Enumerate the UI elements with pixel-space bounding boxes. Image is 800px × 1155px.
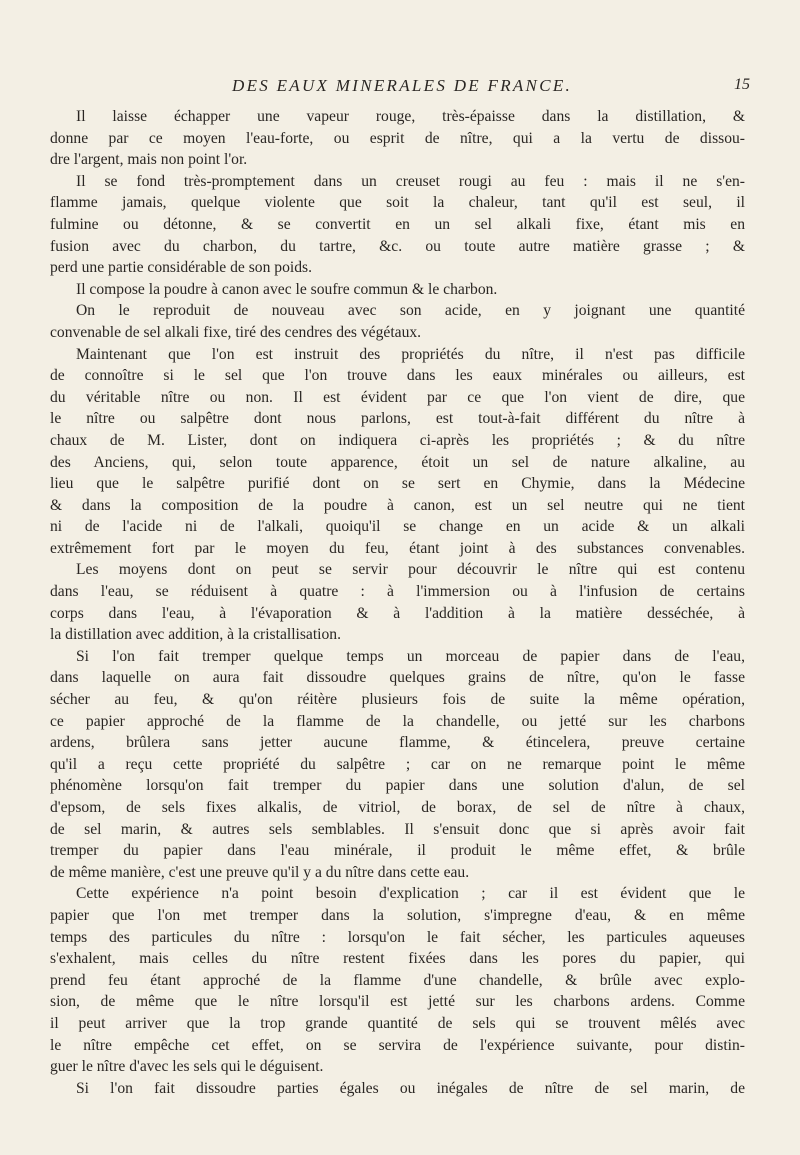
text-line: dre l'argent, mais non point l'or. [50, 151, 248, 169]
text-line: Il compose la poudre à canon avec le soufre commun & le charbon. [76, 280, 498, 298]
text-line: de sel marin, & autres sels semblables. Il s'ensuit donc que si après avoir fait [50, 820, 745, 838]
text-line: On le reproduit de nouveau avec son acide, en y joignant une quantité [76, 302, 745, 320]
text-line: qu'il a reçu cette propriété du salpêtre ; car on ne remarque point le même [50, 755, 745, 773]
text-line: il peut arriver que la trop grande quantité de sels qui se trouvent mêlés avec [50, 1014, 745, 1032]
text-line: papier que l'on met tremper dans la solution, s'impregne d'eau, & en même [50, 906, 745, 924]
text-line: Il laisse échapper une vapeur rouge, très-épaisse dans la distillation, & [76, 108, 745, 125]
text-line: dans laquelle on aura fait dissoudre quelques grains de nître, qu'on le fasse [50, 669, 745, 687]
text-line: ce papier approché de la flamme de la chandelle, ou jetté sur les charbons [50, 712, 745, 730]
text-line: donne par ce moyen l'eau-forte, ou esprit de nître, qui a la vertu de dissou- [50, 129, 745, 147]
text-line: le nître ou salpêtre dont nous parlons, est tout-à-fait différent du nître à [50, 410, 745, 428]
body-text [50, 106, 745, 1099]
text-line: sion, de même que le nître lorsqu'il est jetté sur les charbons ardens. Comme [50, 993, 745, 1011]
text-line: & dans la composition de la poudre à canon, est un sel neutre qui ne tient [50, 496, 745, 514]
text-line: extrêmement fort par le moyen du feu, étant joint à des substances convenables. [50, 539, 745, 557]
text-line: prend feu étant approché de la flamme d'une chandelle, & brûle avec explo- [50, 971, 745, 989]
text-line: perd une partie considérable de son poids. [50, 259, 312, 277]
text-line: tremper du papier dans l'eau minérale, il produit le même effet, & brûle [50, 842, 745, 860]
text-line: de connoître si le sel que l'on trouve dans les eaux minérales ou ailleurs, est [50, 367, 745, 385]
page-number: 15 [734, 76, 750, 93]
text-line: fulmine ou détonne, & se convertit en un sel alkali fixe, étant mis en [50, 215, 745, 233]
text-line: s'exhalent, mais celles du nître restent fixées dans les pores du papier, qui [50, 950, 745, 968]
text-line: Si l'on fait tremper quelque temps un morceau de papier dans de l'eau, [76, 647, 745, 665]
text-line: de même manière, c'est une preuve qu'il y a du nître dans cette eau. [50, 863, 470, 881]
text-line: chaux de M. Lister, dont on indiquera ci-après les propriétés ; & du nître [50, 431, 745, 449]
text-line: fusion avec du charbon, du tartre, &c. ou toute autre matière grasse ; & [50, 237, 745, 255]
text-line: corps dans l'eau, à l'évaporation & à l'addition à la matière desséchée, à [50, 604, 745, 622]
text-line: sécher au feu, & qu'on réitère plusieurs fois de suite la même opération, [50, 691, 745, 709]
text-line: temps des particules du nître : lorsqu'on le fait sécher, les particules aqueuses [50, 928, 745, 946]
text-line: du véritable nître ou non. Il est évident par ce que l'on vient de dire, que [50, 388, 745, 406]
text-line: Il se fond très-promptement dans un creuset rougi au feu : mais il ne s'en- [76, 172, 745, 190]
text-line: flamme jamais, quelque violente que soit la chaleur, tant qu'il est seul, il [50, 194, 745, 212]
text-line: Cette expérience n'a point besoin d'explication ; car il est évident que le [76, 885, 745, 903]
text-line: guer le nître d'avec les sels qui le déguisent. [50, 1058, 324, 1076]
text-line: convenable de sel alkali fixe, tiré des cendres des végétaux. [50, 323, 422, 341]
text-line: des Anciens, qui, selon toute apparence, étoit un sel de nature alkaline, au [50, 453, 745, 471]
text-line: d'epsom, de sels fixes alkalis, de vitriol, de borax, de sel de nître à chaux, [50, 799, 745, 816]
running-title: DES EAUX MINERALES DE FRANCE. [232, 76, 573, 95]
text-line: le nître empêche cet effet, on se servira de l'expérience suivante, pour distin- [50, 1036, 745, 1054]
running-header [100, 76, 750, 104]
text-line: ardens, brûlera sans jetter aucune flamme, & étincelera, preuve certaine [50, 734, 745, 752]
text-line: ni de l'acide ni de l'alkali, quoiqu'il se change en un acide & un alkali [50, 518, 745, 536]
text-line: dans l'eau, se réduisent à quatre : à l'immersion ou à l'infusion de certains [50, 583, 745, 601]
text-line: phénomène lorsqu'on fait tremper du papier dans une solution d'alun, de sel [50, 777, 745, 795]
text-line: lieu que le salpêtre purifié dont on se sert en Chymie, dans la Médecine [50, 475, 745, 493]
text-line: Les moyens dont on peut se servir pour découvrir le nître qui est contenu [76, 561, 745, 579]
text-line: la distillation avec addition, à la cristallisation. [50, 626, 342, 644]
text-line: Si l'on fait dissoudre parties égales ou inégales de nître de sel marin, de [76, 1079, 745, 1097]
text-line: Maintenant que l'on est instruit des propriétés du nître, il n'est pas difficile [76, 345, 745, 363]
